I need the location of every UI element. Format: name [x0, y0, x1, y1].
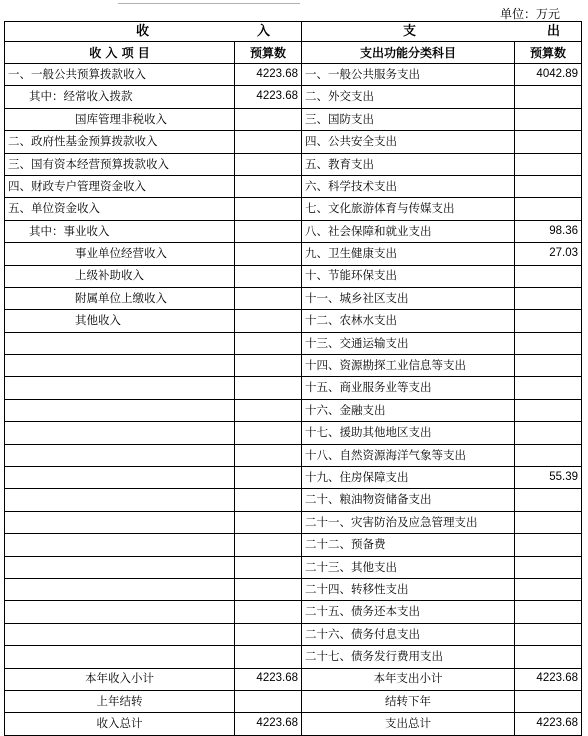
income-item-cell	[5, 489, 235, 511]
table-row	[5, 399, 582, 421]
expense-amount-cell	[515, 399, 582, 421]
expense-item-cell: 十、节能环保支出	[302, 265, 515, 287]
expense-amount-cell	[515, 310, 582, 332]
income-item-cell	[5, 623, 235, 645]
table-row	[5, 355, 582, 377]
expense-amount-cell	[515, 265, 582, 287]
expense-item-header: 支出功能分类科目	[302, 42, 515, 64]
table-row	[5, 243, 582, 265]
income-amount-cell	[235, 287, 302, 309]
expense-item-cell: 二十、粮油物资储备支出	[302, 489, 515, 511]
expense-group-header	[302, 22, 582, 42]
income-amount-cell	[235, 265, 302, 287]
expense-amount-cell	[515, 332, 582, 354]
income-item-cell: 三、国有资本经营预算拨款收入	[5, 153, 235, 175]
expense-item-cell: 二十三、其他支出	[302, 556, 515, 578]
income-total-label: 收入总计	[5, 713, 235, 735]
table-row	[5, 198, 582, 220]
income-amount-header: 预算数	[235, 42, 302, 64]
income-amount-cell	[235, 153, 302, 175]
income-item-cell	[5, 377, 235, 399]
table-row	[5, 64, 582, 86]
income-total-label: 本年收入小计	[5, 668, 235, 690]
expense-item-cell: 四、公共安全支出	[302, 131, 515, 153]
expense-item-cell: 十八、自然资源海洋气象等支出	[302, 444, 515, 466]
header-row-columns	[5, 42, 582, 64]
income-item-cell: 一、一般公共预算拨款收入	[5, 64, 235, 86]
table-row	[5, 601, 582, 623]
expense-amount-cell	[515, 578, 582, 600]
expense-amount-cell: 98.36	[515, 220, 582, 242]
income-amount-cell	[235, 198, 302, 220]
expense-item-cell: 八、社会保障和就业支出	[302, 220, 515, 242]
income-amount-cell	[235, 489, 302, 511]
total-row	[5, 668, 582, 690]
expense-amount-cell	[515, 601, 582, 623]
table-row	[5, 287, 582, 309]
income-amount-cell	[235, 444, 302, 466]
expense-item-cell: 十二、农林水支出	[302, 310, 515, 332]
income-item-cell	[5, 601, 235, 623]
header-row-group	[5, 22, 582, 42]
table-row	[5, 511, 582, 533]
income-group-header	[5, 22, 302, 42]
table-row	[5, 534, 582, 556]
expense-amount-cell	[515, 422, 582, 444]
table-row	[5, 578, 582, 600]
top-rule	[118, 3, 300, 4]
expense-amount-cell: 27.03	[515, 243, 582, 265]
expense-amount-cell	[515, 153, 582, 175]
income-item-cell	[5, 511, 235, 533]
table-row	[5, 467, 582, 489]
expense-item-cell: 二、外交支出	[302, 86, 515, 108]
expense-amount-cell	[515, 534, 582, 556]
income-item-cell	[5, 399, 235, 421]
income-amount-cell: 4223.68	[235, 86, 302, 108]
income-amount-cell	[235, 556, 302, 578]
income-amount-cell	[235, 467, 302, 489]
table-row	[5, 489, 582, 511]
income-amount-cell	[235, 623, 302, 645]
expense-total-label: 支出总计	[302, 713, 515, 735]
table-row	[5, 444, 582, 466]
income-item-cell	[5, 332, 235, 354]
expense-amount-cell	[515, 108, 582, 130]
expense-total-label: 结转下年	[302, 690, 515, 712]
total-row	[5, 713, 582, 735]
income-item-cell: 国库管理非税收入	[5, 108, 235, 130]
expense-amount-cell	[515, 377, 582, 399]
table-row	[5, 646, 582, 668]
income-item-cell: 其中：经常收入拨款	[5, 86, 235, 108]
income-item-cell: 二、政府性基金预算拨款收入	[5, 131, 235, 153]
table-row	[5, 422, 582, 444]
expense-item-cell: 二十五、债务还本支出	[302, 601, 515, 623]
expense-item-cell: 一、一般公共服务支出	[302, 64, 515, 86]
expense-amount-cell	[515, 623, 582, 645]
expense-item-cell: 十七、援助其他地区支出	[302, 422, 515, 444]
expense-item-cell: 二十二、预备费	[302, 534, 515, 556]
income-item-cell	[5, 578, 235, 600]
income-group-char-1: 收	[136, 24, 150, 39]
income-amount-cell	[235, 220, 302, 242]
expense-amount-cell	[515, 489, 582, 511]
income-amount-cell	[235, 131, 302, 153]
expense-amount-cell	[515, 175, 582, 197]
income-amount-cell	[235, 377, 302, 399]
expense-item-cell: 二十六、债务付息支出	[302, 623, 515, 645]
income-amount-cell	[235, 310, 302, 332]
income-total-value: 4223.68	[235, 713, 302, 735]
income-amount-cell	[235, 601, 302, 623]
table-row	[5, 220, 582, 242]
table-row	[5, 131, 582, 153]
income-item-cell	[5, 534, 235, 556]
table-row	[5, 153, 582, 175]
income-item-cell	[5, 467, 235, 489]
income-amount-cell	[235, 243, 302, 265]
expense-item-cell: 十六、金融支出	[302, 399, 515, 421]
expense-group-char-1: 支	[403, 24, 417, 39]
expense-item-cell: 六、科学技术支出	[302, 175, 515, 197]
expense-item-cell: 十五、商业服务业等支出	[302, 377, 515, 399]
income-item-cell	[5, 444, 235, 466]
income-item-cell	[5, 556, 235, 578]
income-amount-cell	[235, 534, 302, 556]
income-amount-cell	[235, 355, 302, 377]
income-amount-cell	[235, 175, 302, 197]
income-item-cell: 其中：事业收入	[5, 220, 235, 242]
income-amount-cell	[235, 511, 302, 533]
income-amount-cell	[235, 108, 302, 130]
expense-item-cell: 十九、住房保障支出	[302, 467, 515, 489]
income-item-cell	[5, 422, 235, 444]
expense-item-cell: 十一、城乡社区支出	[302, 287, 515, 309]
table-row	[5, 265, 582, 287]
expense-amount-header: 预算数	[515, 42, 582, 64]
income-total-value	[235, 690, 302, 712]
table-row	[5, 175, 582, 197]
income-item-cell: 事业单位经营收入	[5, 243, 235, 265]
income-item-cell: 附属单位上缴收入	[5, 287, 235, 309]
budget-table	[4, 21, 582, 736]
income-item-cell	[5, 355, 235, 377]
income-item-cell: 其他收入	[5, 310, 235, 332]
expense-item-cell: 二十四、转移性支出	[302, 578, 515, 600]
expense-item-cell: 五、教育支出	[302, 153, 515, 175]
expense-amount-cell	[515, 198, 582, 220]
income-item-cell: 五、单位资金收入	[5, 198, 235, 220]
income-total-value: 4223.68	[235, 668, 302, 690]
table-row	[5, 108, 582, 130]
income-amount-cell	[235, 578, 302, 600]
expense-amount-cell	[515, 511, 582, 533]
expense-amount-cell: 55.39	[515, 467, 582, 489]
income-amount-cell	[235, 646, 302, 668]
expense-amount-cell	[515, 131, 582, 153]
income-amount-cell: 4223.68	[235, 64, 302, 86]
expense-amount-cell	[515, 444, 582, 466]
table-row	[5, 556, 582, 578]
income-group-char-2: 入	[256, 24, 270, 39]
expense-amount-cell	[515, 86, 582, 108]
expense-amount-cell	[515, 355, 582, 377]
table-row	[5, 86, 582, 108]
income-amount-cell	[235, 422, 302, 444]
expense-total-label: 本年支出小计	[302, 668, 515, 690]
table-row	[5, 623, 582, 645]
expense-amount-cell	[515, 287, 582, 309]
expense-total-value: 4223.68	[515, 668, 582, 690]
expense-item-cell: 二十七、债务发行费用支出	[302, 646, 515, 668]
expense-amount-cell: 4042.89	[515, 64, 582, 86]
income-total-label: 上年结转	[5, 690, 235, 712]
expense-item-cell: 十三、交通运输支出	[302, 332, 515, 354]
income-amount-cell	[235, 399, 302, 421]
expense-item-cell: 二十一、灾害防治及应急管理支出	[302, 511, 515, 533]
expense-total-value: 4223.68	[515, 713, 582, 735]
expense-amount-cell	[515, 556, 582, 578]
table-row	[5, 310, 582, 332]
expense-item-cell: 七、文化旅游体育与传媒支出	[302, 198, 515, 220]
income-item-cell: 四、财政专户管理资金收入	[5, 175, 235, 197]
income-item-header: 收 入 项 目	[5, 42, 235, 64]
income-item-cell: 上级补助收入	[5, 265, 235, 287]
expense-group-char-2: 出	[546, 24, 560, 39]
table-row	[5, 377, 582, 399]
income-amount-cell	[235, 332, 302, 354]
expense-total-value	[515, 690, 582, 712]
expense-item-cell: 九、卫生健康支出	[302, 243, 515, 265]
total-row	[5, 690, 582, 712]
income-item-cell	[5, 646, 235, 668]
expense-item-cell: 十四、资源勘探工业信息等支出	[302, 355, 515, 377]
expense-amount-cell	[515, 646, 582, 668]
unit-label: 单位：万元	[499, 7, 560, 21]
table-row	[5, 332, 582, 354]
expense-item-cell: 三、国防支出	[302, 108, 515, 130]
